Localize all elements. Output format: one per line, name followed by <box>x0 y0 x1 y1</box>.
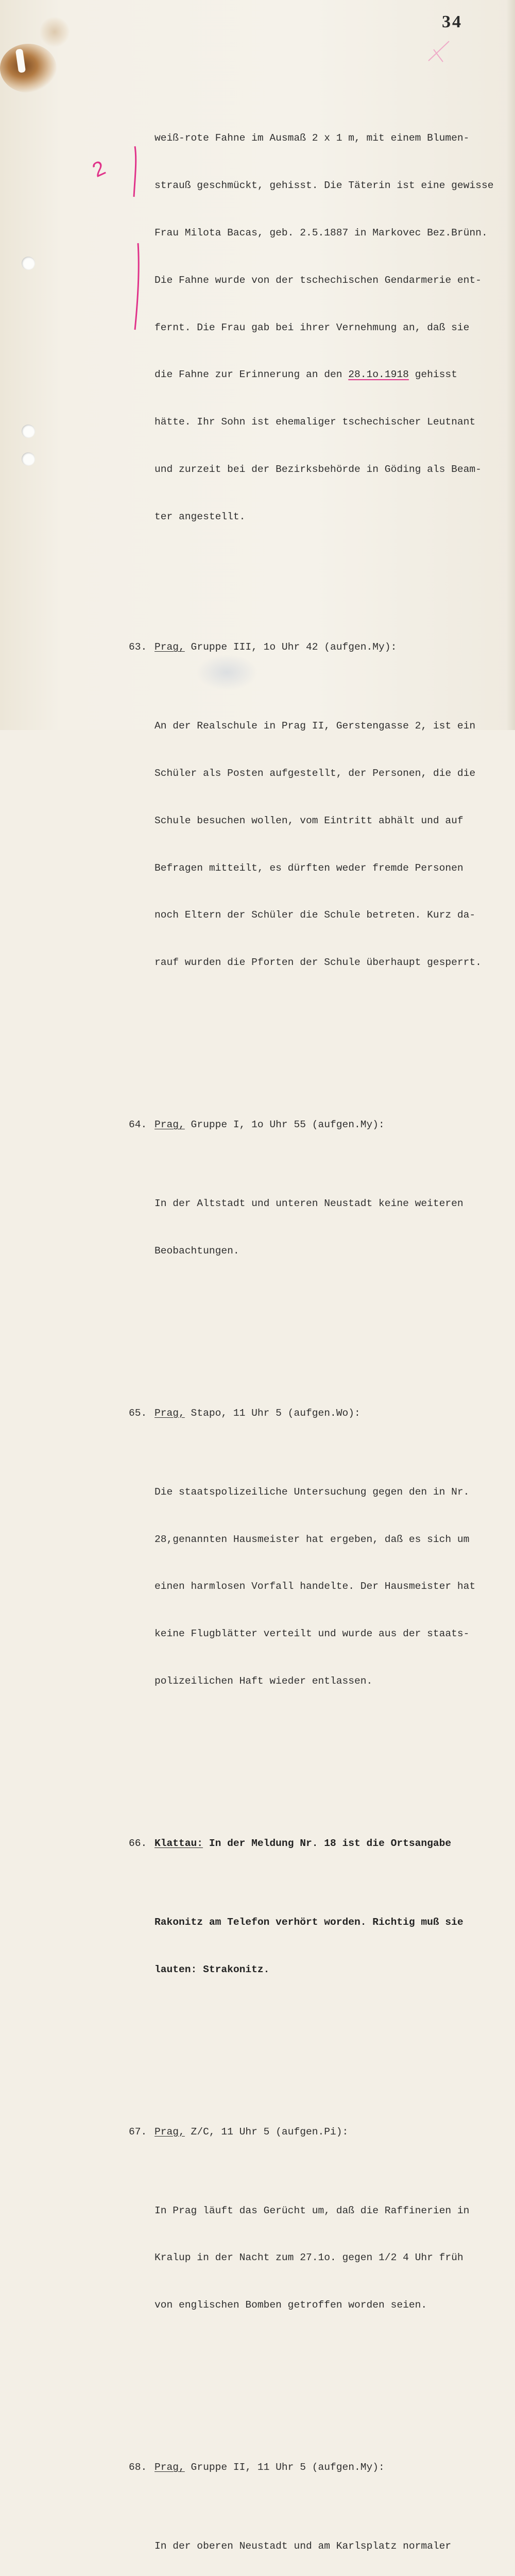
entry-header-text: Stapo, 11 Uhr 5 (aufgen.Wo): <box>184 1407 360 1419</box>
text-line: Schüler als Posten aufgestellt, der Personen, die die <box>154 768 476 779</box>
entry-number: 65. <box>129 1407 147 1419</box>
text-line: Die Fahne wurde von der tschechischen Gendarmerie ent- <box>154 274 482 286</box>
entry-header <box>129 1836 500 1852</box>
text-line: polizeilichen Haft wieder entlassen. <box>154 1675 373 1687</box>
text-line: In Prag läuft das Gerücht um, daß die Raffinerien in <box>154 2205 470 2216</box>
entry-number: 63. <box>129 641 147 653</box>
entry-place: Prag, <box>154 1407 185 1419</box>
entry-header <box>129 1405 500 1421</box>
entry-header-text: Gruppe III, 1o Uhr 42 (aufgen.My): <box>184 641 397 653</box>
text-line: In der oberen Neustadt und am Karlsplatz normaler <box>154 2540 452 2552</box>
entry-place: Prag, <box>154 1119 185 1131</box>
entry-number: 64. <box>129 1119 147 1131</box>
entry-place: Prag, <box>154 641 185 653</box>
entry-place: Klattau: <box>154 1837 203 1849</box>
entry-header <box>129 2460 500 2476</box>
text-line: Rakonitz am Telefon verhört worden. Richtig muß sie <box>154 1916 464 1928</box>
entry-number: 67. <box>129 2126 147 2138</box>
underlined-date: 28.1o.1918 <box>348 369 409 381</box>
marginal-note: 2 <box>89 156 109 182</box>
text-line: In der Altstadt und unteren Neustadt keine weiteren <box>154 1198 464 1210</box>
text-line: noch Eltern der Schüler die Schule betreten. Kurz da- <box>154 909 476 921</box>
text-segment: die Fahne zur Erinnerung an den <box>154 369 349 381</box>
text-line: Kralup in der Nacht zum 27.1o. gegen 1/2 4 Uhr früh <box>154 2252 464 2264</box>
text-line <box>154 367 500 383</box>
entry-63 <box>129 608 500 1033</box>
text-line: 28,genannten Hausmeister hat ergeben, daß es sich um <box>154 1533 470 1545</box>
entry-place: Prag, <box>154 2462 185 2473</box>
entry-66 <box>129 1804 500 2041</box>
text-line: Befragen mitteilt, es dürften weder fremde Personen <box>154 862 464 874</box>
text-line: von englischen Bomben getroffen worden seien. <box>154 2299 427 2311</box>
entry-number: 66. <box>129 1837 147 1849</box>
entry-header-text: Gruppe I, 1o Uhr 55 (aufgen.My): <box>184 1119 385 1131</box>
text-line: Frau Milota Bacas, geb. 2.5.1887 in Markovec Bez.Brünn. <box>154 227 488 239</box>
text-line: rauf wurden die Pforten der Schule überhaupt gesperrt. <box>154 957 482 969</box>
text-line: und zurzeit bei der Bezirksbehörde in Göding als Beam- <box>154 463 482 475</box>
text-line: keine Flugblätter verteilt und wurde aus der staats- <box>154 1628 470 1640</box>
entry-68 <box>129 2428 500 2576</box>
text-line: einen harmlosen Vorfall handelte. Der Hausmeister hat <box>154 1581 476 1592</box>
text-line: fernt. Die Frau gab bei ihrer Vernehmung an, daß sie <box>154 321 470 333</box>
entry-header <box>129 2124 500 2140</box>
text-line: hätte. Ihr Sohn ist ehemaliger tschechischer Leutnant <box>154 416 476 428</box>
entry-header-text: In der Meldung Nr. 18 ist die Ortsangabe <box>203 1837 452 1849</box>
entry-header-text: Z/C, 11 Uhr 5 (aufgen.Pi): <box>184 2126 349 2138</box>
text-line: lauten: Strakonitz. <box>154 1963 270 1975</box>
text-line: weiß-rote Fahne im Ausmaß 2 x 1 m, mit einem Blumen- <box>154 132 470 144</box>
text-line: An der Realschule in Prag II, Gerstengasse 2, ist ein <box>154 720 476 732</box>
text-segment: gehisst <box>408 369 457 381</box>
entry-header <box>129 1117 500 1133</box>
text-line: Die staatspolizeiliche Untersuchung gegen den in Nr. <box>154 1486 470 1498</box>
text-line: strauß geschmückt, gehisst. Die Täterin ist eine gewisse <box>154 180 494 192</box>
entry-64 <box>129 1086 500 1322</box>
text-line: ter angestellt. <box>154 511 246 522</box>
page-number: 34 <box>442 12 462 31</box>
typed-text <box>129 67 500 2576</box>
entry-header <box>129 639 500 655</box>
continuation-paragraph <box>129 99 500 556</box>
text-line: Schule besuchen wollen, vom Eintritt abhält und auf <box>154 815 464 826</box>
entry-header-text: Gruppe II, 11 Uhr 5 (aufgen.My): <box>184 2462 385 2473</box>
entry-67 <box>129 2092 500 2376</box>
entry-65 <box>129 1374 500 1752</box>
text-line: Beobachtungen. <box>154 1245 239 1257</box>
entry-number: 68. <box>129 2462 147 2473</box>
entry-place: Prag, <box>154 2126 185 2138</box>
